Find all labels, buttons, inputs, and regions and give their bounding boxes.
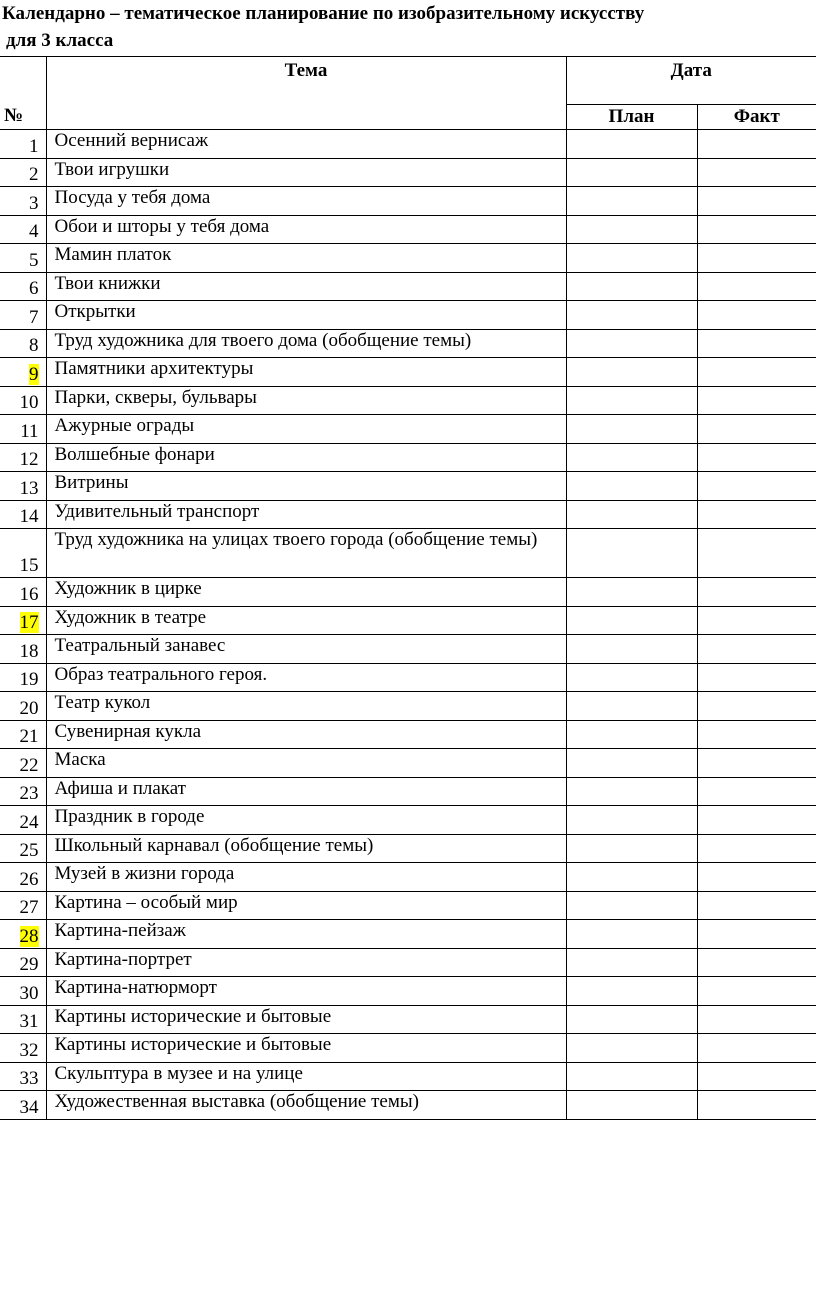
row-number-text: 34 — [19, 1096, 39, 1118]
row-number-text: 19 — [19, 669, 39, 690]
row-topic: Сувенирная кукла — [46, 720, 566, 749]
row-fact-date — [697, 920, 816, 949]
row-number-text: 7 — [29, 306, 39, 328]
row-topic: Музей в жизни города — [46, 863, 566, 892]
row-plan-date — [566, 244, 697, 273]
row-plan-date — [566, 215, 697, 244]
row-plan-date — [566, 1091, 697, 1120]
row-number — [0, 386, 46, 415]
row-number — [0, 301, 46, 330]
row-number — [0, 329, 46, 358]
row-number-text: 27 — [19, 897, 39, 918]
table-row — [0, 472, 816, 501]
row-topic: Труд художника на улицах твоего города (обобщение темы) — [46, 529, 566, 578]
row-fact-date — [697, 692, 816, 721]
row-plan-date — [566, 606, 697, 635]
row-topic: Ажурные ограды — [46, 415, 566, 444]
row-fact-date — [697, 529, 816, 578]
table-row — [0, 301, 816, 330]
row-number-text: 11 — [20, 420, 39, 442]
row-topic: Театр кукол — [46, 692, 566, 721]
row-plan-date — [566, 806, 697, 835]
table-row — [0, 920, 816, 949]
table-row — [0, 834, 816, 863]
row-fact-date — [697, 891, 816, 920]
table-row — [0, 415, 816, 444]
row-number — [0, 806, 46, 835]
row-number-text: 10 — [19, 392, 39, 413]
row-plan-date — [566, 692, 697, 721]
row-topic: Твои игрушки — [46, 158, 566, 187]
row-number — [0, 692, 46, 721]
table-row — [0, 1091, 816, 1120]
row-topic: Картина-пейзаж — [46, 920, 566, 949]
row-number — [0, 158, 46, 187]
row-topic: Художественная выставка (обобщение темы) — [46, 1091, 566, 1120]
row-topic: Школьный карнавал (обобщение темы) — [46, 834, 566, 863]
row-plan-date — [566, 187, 697, 216]
row-number-highlighted: 28 — [19, 925, 39, 947]
row-fact-date — [697, 301, 816, 330]
row-number-text: 4 — [29, 221, 39, 242]
table-row — [0, 806, 816, 835]
table-row — [0, 777, 816, 806]
table-row — [0, 244, 816, 273]
row-number-text: 13 — [19, 477, 39, 499]
row-plan-date — [566, 1005, 697, 1034]
row-number — [0, 443, 46, 472]
row-fact-date — [697, 415, 816, 444]
table-row — [0, 500, 816, 529]
table-row — [0, 386, 816, 415]
row-number — [0, 272, 46, 301]
row-topic: Скульптура в музее и на улице — [46, 1062, 566, 1091]
row-number — [0, 215, 46, 244]
row-number-text: 24 — [19, 811, 39, 833]
row-fact-date — [697, 244, 816, 273]
row-topic: Картина-натюрморт — [46, 977, 566, 1006]
row-plan-date — [566, 158, 697, 187]
row-fact-date — [697, 130, 816, 159]
document-subtitle: для 3 класса — [6, 30, 114, 51]
row-plan-date — [566, 272, 697, 301]
row-number-text: 2 — [29, 164, 39, 185]
row-number-text: 20 — [19, 697, 39, 719]
row-fact-date — [697, 500, 816, 529]
row-plan-date — [566, 635, 697, 664]
table-row — [0, 663, 816, 692]
row-topic: Открытки — [46, 301, 566, 330]
row-plan-date — [566, 834, 697, 863]
row-plan-date — [566, 130, 697, 159]
row-fact-date — [697, 1091, 816, 1120]
row-fact-date — [697, 777, 816, 806]
row-topic: Образ театрального героя. — [46, 663, 566, 692]
row-fact-date — [697, 386, 816, 415]
row-number-text: 12 — [19, 449, 39, 470]
header-fact: Факт — [697, 105, 816, 130]
row-topic: Памятники архитектуры — [46, 358, 566, 387]
row-plan-date — [566, 1062, 697, 1091]
row-number — [0, 472, 46, 501]
row-number-text: 32 — [19, 1039, 39, 1061]
row-fact-date — [697, 329, 816, 358]
row-number-text: 16 — [19, 583, 39, 605]
row-number-text: 29 — [19, 954, 39, 975]
table-row — [0, 948, 816, 977]
row-number — [0, 663, 46, 692]
table-row — [0, 720, 816, 749]
row-number — [0, 1062, 46, 1091]
row-number — [0, 891, 46, 920]
row-fact-date — [697, 977, 816, 1006]
table-row — [0, 329, 816, 358]
row-number — [0, 606, 46, 635]
row-fact-date — [697, 1005, 816, 1034]
row-number — [0, 500, 46, 529]
row-topic: Осенний вернисаж — [46, 130, 566, 159]
row-number — [0, 415, 46, 444]
row-number-text: 25 — [19, 840, 39, 861]
table-row — [0, 130, 816, 159]
row-topic: Труд художника для твоего дома (обобщение темы) — [46, 329, 566, 358]
row-fact-date — [697, 1034, 816, 1063]
row-topic: Картины исторические и бытовые — [46, 1034, 566, 1063]
row-topic: Театральный занавес — [46, 635, 566, 664]
row-fact-date — [697, 443, 816, 472]
row-fact-date — [697, 358, 816, 387]
row-number — [0, 358, 46, 387]
table-body — [0, 130, 816, 1120]
document-title: Календарно – тематическое планирование по изобразительному искусству — [2, 3, 645, 24]
row-topic: Художник в цирке — [46, 578, 566, 607]
row-fact-date — [697, 663, 816, 692]
row-plan-date — [566, 1034, 697, 1063]
table-row — [0, 1034, 816, 1063]
row-topic: Посуда у тебя дома — [46, 187, 566, 216]
row-number-text: 30 — [19, 982, 39, 1004]
row-number — [0, 1091, 46, 1120]
row-fact-date — [697, 635, 816, 664]
table-row — [0, 1005, 816, 1034]
row-plan-date — [566, 386, 697, 415]
row-fact-date — [697, 863, 816, 892]
row-number-text: 1 — [29, 135, 39, 157]
row-plan-date — [566, 948, 697, 977]
row-number — [0, 244, 46, 273]
table-row — [0, 1062, 816, 1091]
row-fact-date — [697, 606, 816, 635]
row-topic: Художник в театре — [46, 606, 566, 635]
table-row — [0, 635, 816, 664]
header-plan: План — [566, 105, 697, 130]
row-number-text: 15 — [19, 555, 39, 576]
row-number — [0, 920, 46, 949]
row-fact-date — [697, 720, 816, 749]
row-plan-date — [566, 443, 697, 472]
row-topic: Картина – особый мир — [46, 891, 566, 920]
row-fact-date — [697, 215, 816, 244]
row-number — [0, 863, 46, 892]
table-row — [0, 272, 816, 301]
row-fact-date — [697, 749, 816, 778]
row-plan-date — [566, 720, 697, 749]
table-row — [0, 749, 816, 778]
row-number-text: 22 — [19, 754, 39, 776]
row-fact-date — [697, 187, 816, 216]
row-number-text: 33 — [19, 1068, 39, 1089]
row-plan-date — [566, 500, 697, 529]
row-number-text: 3 — [29, 192, 39, 214]
table-row — [0, 158, 816, 187]
row-number-highlighted: 9 — [29, 363, 39, 385]
table-row — [0, 443, 816, 472]
header-number: № — [0, 57, 46, 130]
row-number — [0, 635, 46, 664]
row-number-text: 23 — [19, 783, 39, 804]
row-number-text: 18 — [19, 640, 39, 662]
header-topic: Тема — [46, 57, 566, 130]
row-number — [0, 578, 46, 607]
row-plan-date — [566, 863, 697, 892]
table-row — [0, 692, 816, 721]
row-number-text: 6 — [29, 278, 39, 299]
row-plan-date — [566, 472, 697, 501]
row-fact-date — [697, 272, 816, 301]
row-number — [0, 977, 46, 1006]
row-number — [0, 948, 46, 977]
table-row — [0, 529, 816, 578]
table-row — [0, 358, 816, 387]
row-topic: Афиша и плакат — [46, 777, 566, 806]
row-topic: Праздник в городе — [46, 806, 566, 835]
row-plan-date — [566, 529, 697, 578]
table-row — [0, 215, 816, 244]
row-topic: Волшебные фонари — [46, 443, 566, 472]
row-number — [0, 1005, 46, 1034]
row-topic: Картина-портрет — [46, 948, 566, 977]
row-number-text: 21 — [19, 726, 39, 747]
row-plan-date — [566, 777, 697, 806]
table-row — [0, 187, 816, 216]
row-plan-date — [566, 663, 697, 692]
row-plan-date — [566, 977, 697, 1006]
row-topic: Картины исторические и бытовые — [46, 1005, 566, 1034]
table-row — [0, 977, 816, 1006]
row-topic: Витрины — [46, 472, 566, 501]
row-plan-date — [566, 329, 697, 358]
row-plan-date — [566, 749, 697, 778]
table-row — [0, 863, 816, 892]
row-fact-date — [697, 948, 816, 977]
row-topic: Удивительный транспорт — [46, 500, 566, 529]
row-topic: Обои и шторы у тебя дома — [46, 215, 566, 244]
planning-table — [0, 56, 816, 1120]
row-fact-date — [697, 806, 816, 835]
row-number — [0, 720, 46, 749]
row-number — [0, 1034, 46, 1063]
row-number-text: 31 — [19, 1011, 39, 1032]
row-topic: Твои книжки — [46, 272, 566, 301]
row-plan-date — [566, 920, 697, 949]
row-plan-date — [566, 358, 697, 387]
row-plan-date — [566, 415, 697, 444]
row-fact-date — [697, 472, 816, 501]
table-row — [0, 578, 816, 607]
row-topic: Мамин платок — [46, 244, 566, 273]
table-row — [0, 606, 816, 635]
row-plan-date — [566, 301, 697, 330]
row-number — [0, 187, 46, 216]
row-fact-date — [697, 578, 816, 607]
table-row — [0, 891, 816, 920]
row-topic: Маска — [46, 749, 566, 778]
header-date: Дата — [566, 57, 816, 105]
row-plan-date — [566, 578, 697, 607]
row-number-highlighted: 17 — [19, 612, 39, 633]
row-number — [0, 749, 46, 778]
row-fact-date — [697, 158, 816, 187]
row-fact-date — [697, 834, 816, 863]
row-number — [0, 777, 46, 806]
row-number — [0, 834, 46, 863]
row-plan-date — [566, 891, 697, 920]
row-number-text: 5 — [29, 249, 39, 271]
row-number — [0, 529, 46, 578]
row-number-text: 8 — [29, 335, 39, 356]
row-number-text: 26 — [19, 868, 39, 890]
row-number — [0, 130, 46, 159]
row-number-text: 14 — [19, 506, 39, 527]
row-topic: Парки, скверы, бульвары — [46, 386, 566, 415]
row-fact-date — [697, 1062, 816, 1091]
